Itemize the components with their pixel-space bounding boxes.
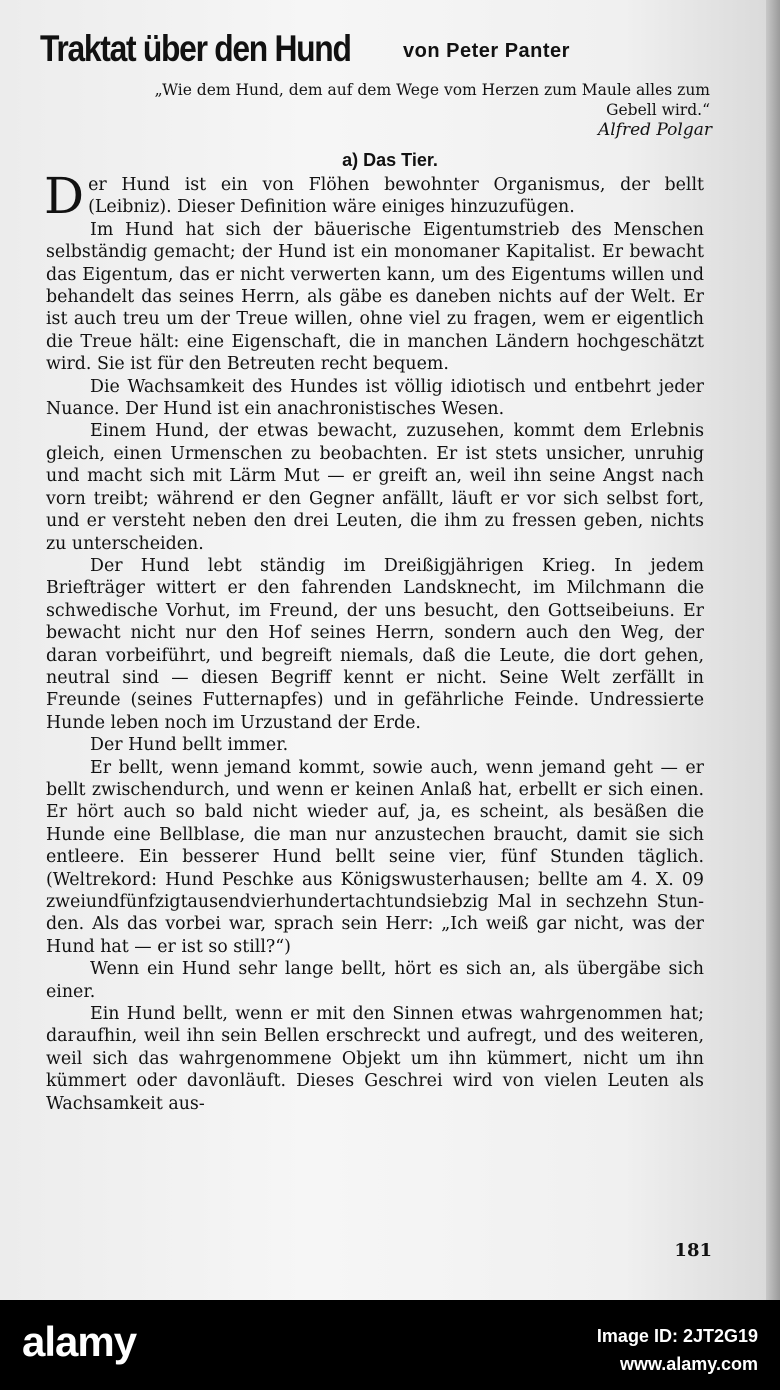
article-byline: von Peter Panter [403,40,570,62]
epigraph-author: Alfred Polgar [597,120,712,140]
title-row [40,28,740,70]
paragraph: Der Hund lebt ständig im Dreißigjährigen Krieg. In jedem Briefträger wittert er den fahrenden Landsknecht, im Milchmann die schwedische Vorhut, im Freund, der uns besucht, den Gottseibeiuns. Er bewacht nicht nur den Hof seines Herrn, sondern auch den Weg, der daran vorbeiführt, und begreift niemals, daß die Leute, die dort gehen, neutral sind — diesen Begriff kennt er nicht. Seine Welt zerfällt in Freunde (seines Futternapfes) und in gefährliche Feinde. Undressierte Hunde leben noch im Urzustand der Erde. [46,555,704,733]
paragraph: Ein Hund bellt, wenn er mit den Sinnen etwas wahrgenommen hat; daraufhin, weil ihn sein Bellen erschreckt und aufregt, und des weiteren, weil sich das wahrgenommene Objekt um ihn kümmert, nicht um ihn kümmert oder davonläuft. Dieses Geschrei wird von vielen Leuten als Wachsamkeit aus- [46,1004,704,1114]
watermark-info [597,1322,758,1378]
paragraph: Einem Hund, der etwas bewacht, zuzusehen, kommt dem Erlebnis gleich, einen Urmenschen zu beobachten. Er ist stets unsicher, unruhig und macht sich mit Lärm Mut — er greift an, weil ihn seine Angst nach vorn treibt; während er den Gegner anfällt, läuft er vor sich selbst fort, und er versteht neben den drei Leuten, die ihm zu fressen geben, nichts zu unterscheiden. [46,421,704,554]
article-title: Traktat über den Hund [40,28,351,69]
drop-cap: D [44,167,85,225]
page-number: 181 [674,1240,712,1261]
paragraph-text: er Hund ist ein von Flöhen bewohnter Organismus, der bellt (Leibniz). Dieser Definition wäre einiges hinzuzufügen. [88,175,704,218]
page-edge-shadow [766,0,780,1300]
watermark-logo: alamy [22,1318,137,1365]
paragraph: Wenn ein Hund sehr lange bellt, hört es sich an, als übergäbe sich einer. [46,959,704,1002]
paragraph: Die Wachsamkeit des Hundes ist völlig idiotisch und entbehrt jeder Nuance. Der Hund ist ein anachronistisches Wesen. [46,376,704,420]
article-body [44,167,704,1115]
paragraph: Der Hund bellt immer. [90,735,289,756]
watermark-image-id: Image ID: 2JT2G19 [596,1326,758,1346]
paragraph [44,167,704,225]
paragraph: Im Hund hat sich der bäuerische Eigentumstrieb des Menschen selbständig gemacht; der Hund ist ein monomaner Kapitalist. Er bewacht das Eigentum, das er nicht verwerten kann, um des Eigentums willen und behandelt das seines Herrn, als gäbe es daneben nichts auf der Welt. Er ist auch treu um der Treue willen, ohne viel zu fragen, wem er eigentlich die Treue hält: eine Eigenschaft, die in manchen Ländern hochgeschätzt wird. Sie ist für den Betreuten recht bequem. [46,219,704,375]
epigraph-quote: „Wie dem Hund, dem auf dem Wege vom Herzen zum Maule alles zum Gebell wird.“ [154,81,710,119]
paragraph: Er bellt, wenn jemand kommt, sowie auch, wenn jemand geht — er bellt zwischendurch, und wenn er keinen Anlaß hat, erbellt er sich einen. Er hört auch so bald nicht wieder auf, ja, es scheint, als besäßen die Hunde eine Bellblase, die man nur anzustechen braucht, damit sie sich entleere. Ein besserer Hund bellt seine vier, fünf Stunden täglich. (Weltrekord: Hund Peschke aus Königswusterhausen; bellte am 4. X. 09 zweiundfünfzigtausendvierhundertachtundsiebzig Mal in sechzehn Stunden. Als das vorbei war, sprach sein Herr: „Ich weiß gar nicht, was der Hund hat — er ist so still?“) [46,757,704,957]
section-heading: a) Das Tier. [342,150,438,170]
watermark-site: www.alamy.com [619,1354,758,1374]
